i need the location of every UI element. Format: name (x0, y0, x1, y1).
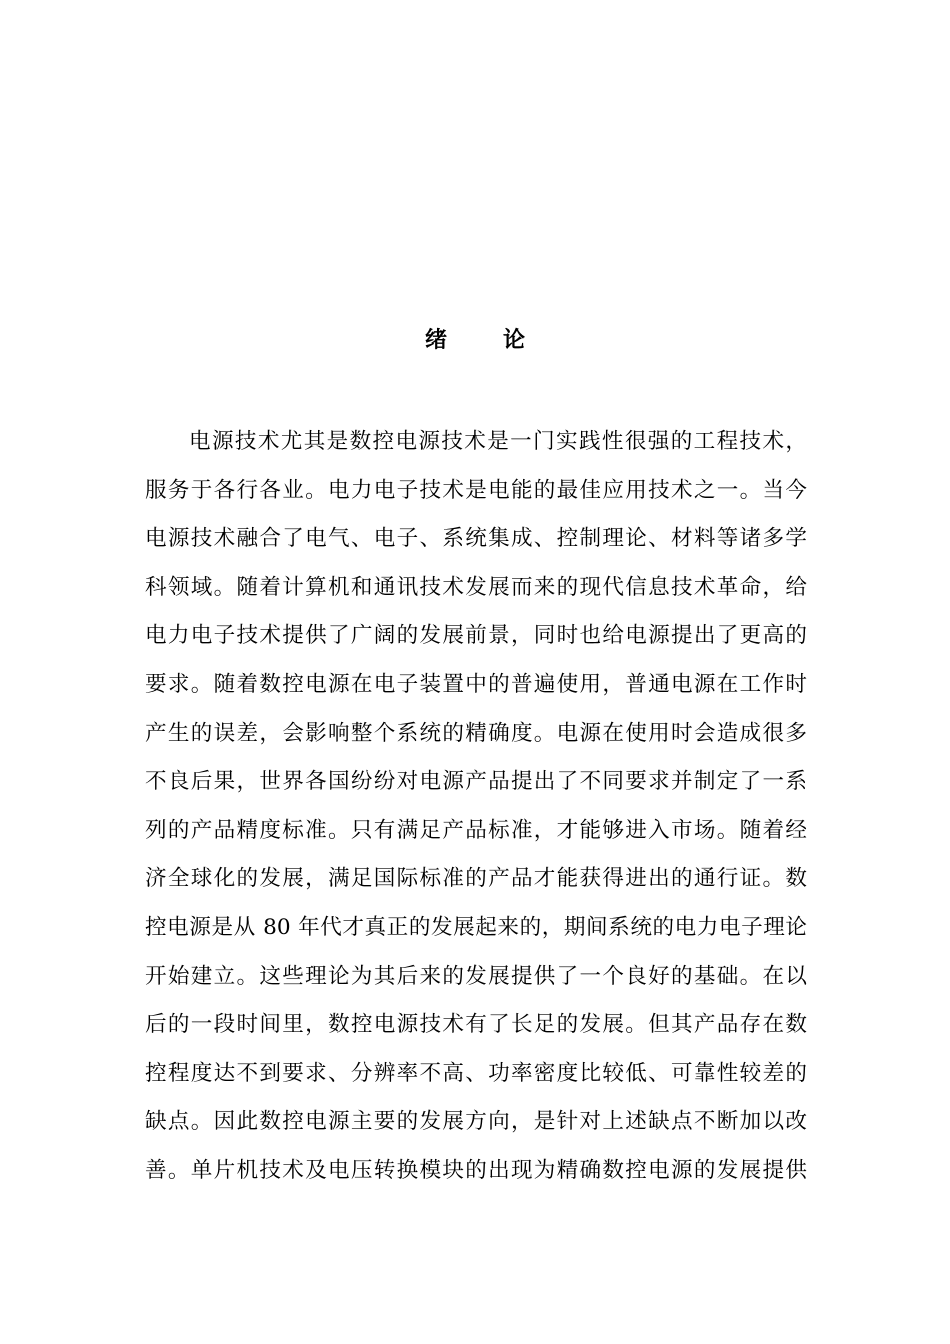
section-heading (0, 322, 950, 358)
paragraph-line: 后的一段时间里，数控电源技术有了长足的发展。但其产品存在数 (145, 1012, 807, 1038)
paragraph-line: 服务于各行各业。电力电子技术是电能的最佳应用技术之一。当今 (145, 477, 807, 503)
paragraph-line: 缺点。因此数控电源主要的发展方向，是针对上述缺点不断加以改 (145, 1109, 807, 1135)
paragraph-line: 产生的误差，会影响整个系统的精确度。电源在使用时会造成很多 (145, 720, 807, 746)
paragraph-line: 控程度达不到要求、分辨率不高、功率密度比较低、可靠性较差的 (145, 1060, 807, 1086)
paragraph-line: 善。单片机技术及电压转换模块的出现为精确数控电源的发展提供 (145, 1157, 807, 1183)
heading-char-2: 论 (503, 327, 526, 353)
paragraph-line: 电力电子技术提供了广阔的发展前景，同时也给电源提出了更高的 (145, 623, 807, 649)
paragraph-line: 不良后果，世界各国纷纷对电源产品提出了不同要求并制定了一系 (145, 769, 807, 795)
body-paragraph (145, 418, 807, 1196)
paragraph-line: 电源技术融合了电气、电子、系统集成、控制理论、材料等诸多学 (145, 526, 807, 552)
paragraph-line: 开始建立。这些理论为其后来的发展提供了一个良好的基础。在以 (145, 963, 807, 989)
paragraph-line: 控电源是从 80 年代才真正的发展起来的，期间系统的电力电子理论 (145, 914, 807, 940)
heading-char-1: 绪 (424, 327, 447, 353)
paragraph-line: 科领域。随着计算机和通讯技术发展而来的现代信息技术革命，给 (145, 574, 807, 600)
paragraph-line: 列的产品精度标准。只有满足产品标准，才能够进入市场。随着经 (145, 817, 807, 843)
paragraph-line: 电源技术尤其是数控电源技术是一门实践性很强的工程技术， (189, 429, 807, 454)
paragraph-line: 要求。随着数控电源在电子装置中的普遍使用，普通电源在工作时 (145, 671, 807, 697)
paragraph-line: 济全球化的发展，满足国际标准的产品才能获得进出的通行证。数 (145, 866, 807, 892)
